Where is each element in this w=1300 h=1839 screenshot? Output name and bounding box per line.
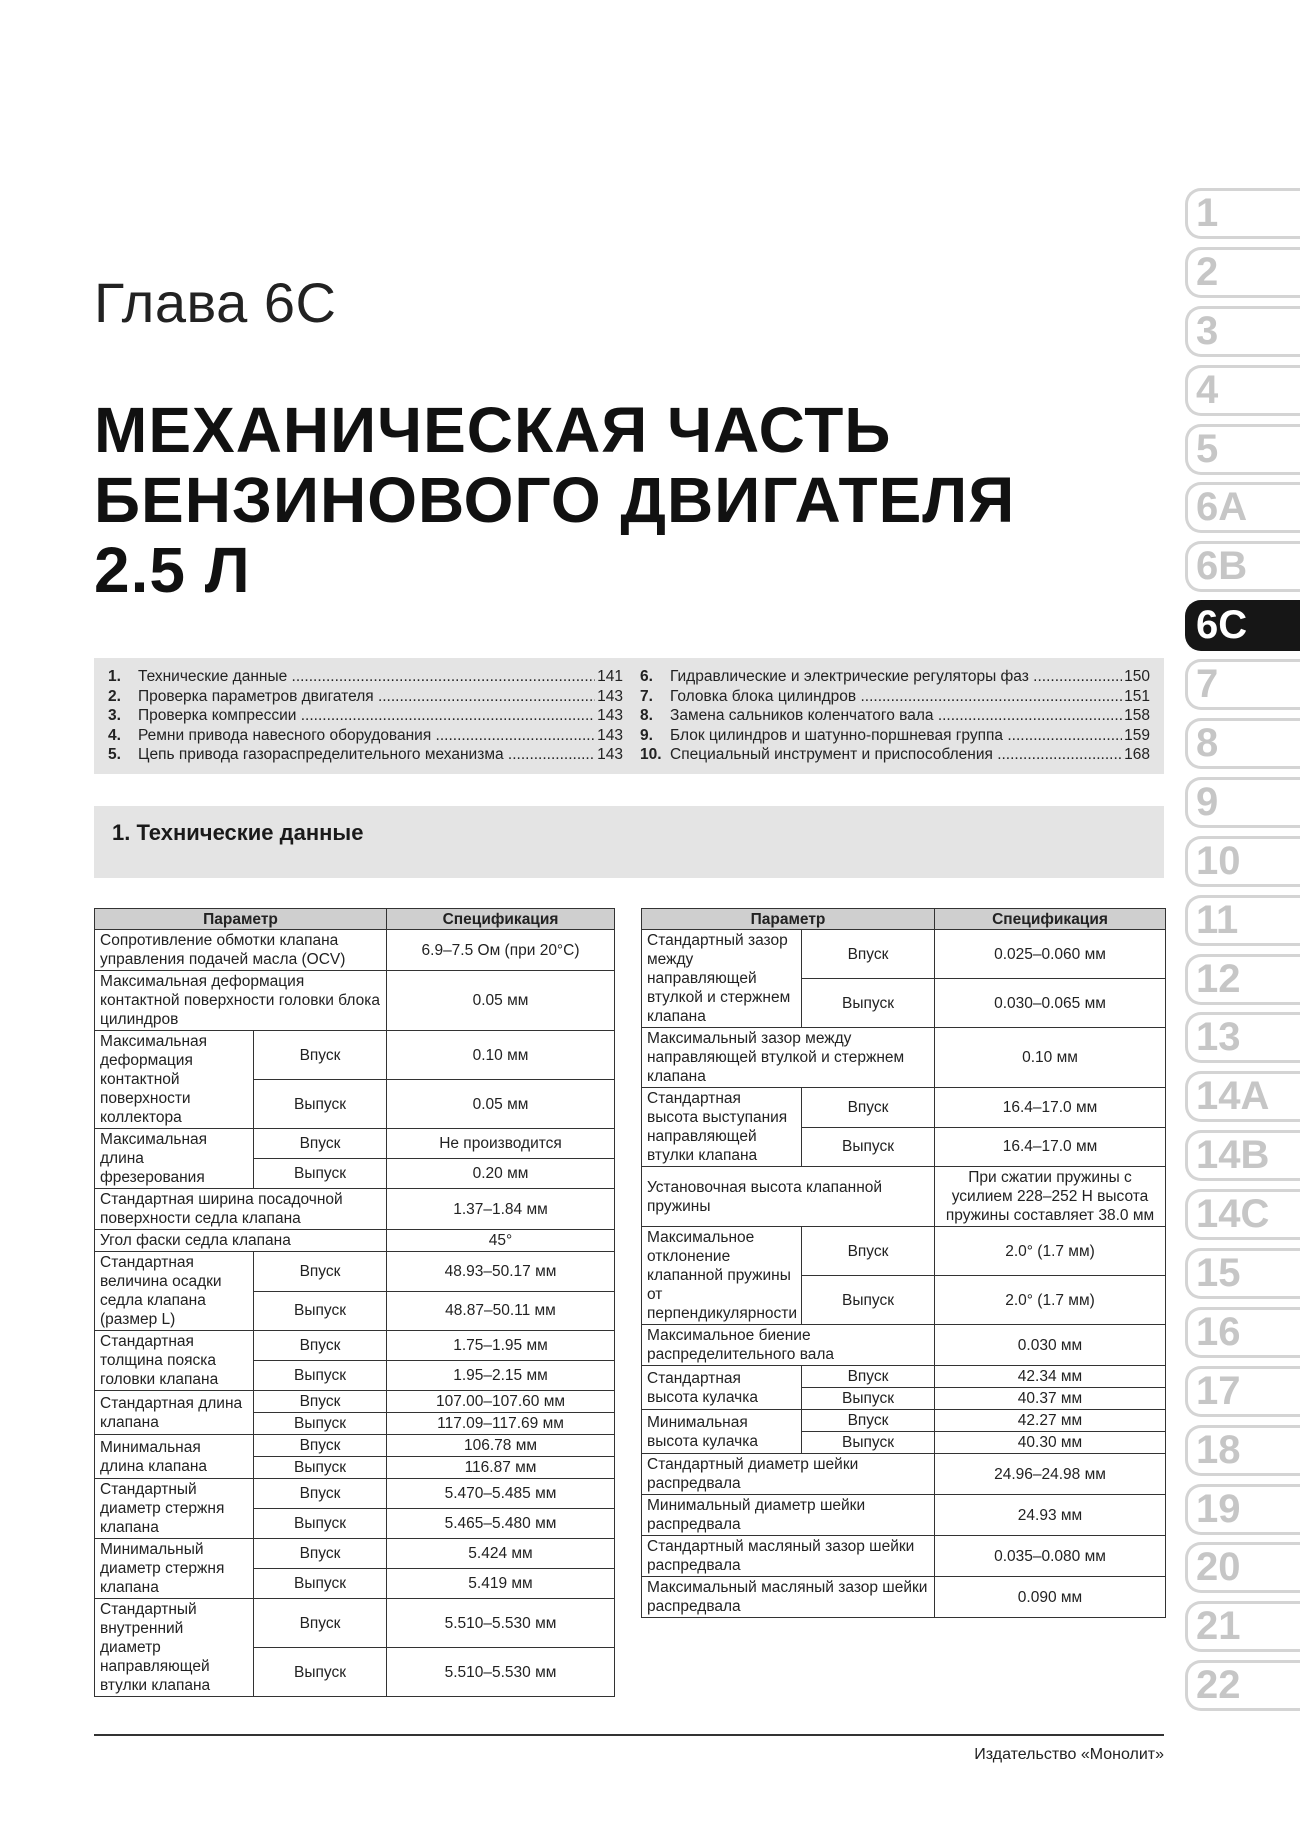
sub-param-cell: Впуск xyxy=(254,1479,387,1509)
toc-item-page: 150 xyxy=(1124,668,1150,685)
toc-item-number: 6. xyxy=(640,668,653,685)
toc-item-number: 9. xyxy=(640,726,653,744)
sub-param-cell: Выпуск xyxy=(254,1509,387,1539)
sub-param-cell: Выпуск xyxy=(802,1276,935,1325)
param-cell: Угол фаски седла клапана xyxy=(95,1230,387,1252)
param-cell: Стандартная величина осадки седла клапана (размер L) xyxy=(95,1252,254,1331)
chapter-tab-19[interactable]: 19 xyxy=(1185,1484,1300,1535)
toc-item-page: 143 xyxy=(597,746,623,763)
sub-param-cell: Выпуск xyxy=(802,1388,935,1410)
toc-item-number: 10. xyxy=(640,746,662,763)
sub-param-cell: Выпуск xyxy=(254,1457,387,1479)
sub-param-cell: Впуск xyxy=(802,1366,935,1388)
value-cell: 6.9–7.5 Ом (при 20°С) xyxy=(387,930,615,971)
toc-item-title: Цепь привода газораспределительного механизма ..... xyxy=(138,746,595,764)
table-row xyxy=(95,1599,615,1648)
value-cell: 5.465–5.480 мм xyxy=(387,1509,615,1539)
page-title xyxy=(94,395,1015,605)
value-cell: 5.419 мм xyxy=(387,1569,615,1599)
table-row xyxy=(642,1577,1166,1618)
toc-item-page: 143 xyxy=(597,687,623,705)
table-row xyxy=(642,1167,1166,1227)
toc-item[interactable] xyxy=(108,746,623,766)
table-row xyxy=(642,1495,1166,1536)
sub-param-cell: Выпуск xyxy=(802,1127,935,1167)
value-cell: 48.87–50.11 мм xyxy=(387,1291,615,1331)
value-cell: 2.0° (1.7 мм) xyxy=(935,1227,1166,1276)
value-cell: 0.20 мм xyxy=(387,1159,615,1189)
param-cell: Установочная высота клапанной пружины xyxy=(642,1167,935,1227)
sub-param-cell: Впуск xyxy=(802,1227,935,1276)
toc-item[interactable] xyxy=(108,688,623,708)
param-cell: Стандартный внутренний диаметр направляющей втулки клапана xyxy=(95,1599,254,1697)
sub-param-cell: Впуск xyxy=(254,1331,387,1361)
publisher-footer: Издательство «Монолит» xyxy=(974,1746,1164,1763)
table-row xyxy=(642,1454,1166,1495)
value-cell: 0.10 мм xyxy=(935,1028,1166,1088)
value-cell: Не производится xyxy=(387,1129,615,1159)
value-cell: 40.30 мм xyxy=(935,1432,1166,1454)
sub-param-cell: Впуск xyxy=(254,1539,387,1569)
sub-param-cell: Впуск xyxy=(802,930,935,979)
chapter-tab-17[interactable]: 17 xyxy=(1185,1366,1300,1417)
table-row xyxy=(95,1331,615,1361)
toc-item-page: 159 xyxy=(1124,726,1150,744)
chapter-tab-16[interactable]: 16 xyxy=(1185,1307,1300,1358)
sub-param-cell: Впуск xyxy=(802,1088,935,1128)
toc-item-title: Проверка компрессии ..... xyxy=(138,707,595,725)
param-cell: Максимальная длина фрезерования xyxy=(95,1129,254,1189)
param-cell: Стандартная длина клапана xyxy=(95,1391,254,1435)
param-cell: Стандартная высота кулачка xyxy=(642,1366,802,1410)
sub-param-cell: Выпуск xyxy=(254,1361,387,1391)
param-cell: Стандартный диаметр шейки распредвала xyxy=(642,1454,935,1495)
toc-item[interactable] xyxy=(640,746,1150,766)
table-row xyxy=(642,1227,1166,1276)
chapter-tab-2[interactable]: 2 xyxy=(1185,247,1300,298)
value-cell: 16.4–17.0 мм xyxy=(935,1127,1166,1167)
chapter-tab-6c[interactable]: 6C xyxy=(1185,600,1300,651)
chapter-tab-8[interactable]: 8 xyxy=(1185,718,1300,769)
toc-item[interactable] xyxy=(108,668,623,688)
param-cell: Стандартная высота выступания направляющей втулки клапана xyxy=(642,1088,802,1167)
chapter-tab-9[interactable]: 9 xyxy=(1185,777,1300,828)
param-cell: Максимальная деформация контактной поверхности коллектора xyxy=(95,1031,254,1129)
value-cell: 0.05 мм xyxy=(387,971,615,1031)
table-row xyxy=(95,1189,615,1230)
toc-item-page: 151 xyxy=(1124,687,1150,705)
chapter-tab-6b[interactable]: 6B xyxy=(1185,541,1300,592)
chapter-tab-22[interactable]: 22 xyxy=(1185,1660,1300,1711)
value-cell: 116.87 мм xyxy=(387,1457,615,1479)
title-line: 2.5 Л xyxy=(94,534,251,606)
chapter-tabs xyxy=(1185,188,1300,1719)
value-cell: 107.00–107.60 мм xyxy=(387,1391,615,1413)
chapter-label: Глава 6С xyxy=(94,271,337,334)
value-cell: 2.0° (1.7 мм) xyxy=(935,1276,1166,1325)
value-cell: 0.030–0.065 мм xyxy=(935,979,1166,1028)
value-cell: 0.030 мм xyxy=(935,1325,1166,1366)
column-header-spec: Спецификация xyxy=(387,909,615,930)
toc-item-page: 141 xyxy=(597,668,623,685)
param-cell: Стандартный зазор между направляющей втулкой и стержнем клапана xyxy=(642,930,802,1028)
sub-param-cell: Впуск xyxy=(802,1410,935,1432)
value-cell: 24.96–24.98 мм xyxy=(935,1454,1166,1495)
param-cell: Максимальный зазор между направляющей втулкой и стержнем клапана xyxy=(642,1028,935,1088)
table-row xyxy=(95,1230,615,1252)
param-cell: Максимальная деформация контактной поверхности головки блока цилиндров xyxy=(95,971,387,1031)
table-row xyxy=(95,1252,615,1292)
param-cell: Максимальный масляный зазор шейки распредвала xyxy=(642,1577,935,1618)
title-line: МЕХАНИЧЕСКАЯ ЧАСТЬ xyxy=(94,394,892,466)
toc-item-number: 7. xyxy=(640,687,653,705)
sub-param-cell: Выпуск xyxy=(254,1648,387,1697)
toc-item[interactable] xyxy=(108,727,623,747)
toc-item-title: Головка блока цилиндров ..... xyxy=(670,688,1122,706)
chapter-tab-7[interactable]: 7 xyxy=(1185,659,1300,710)
toc-column-right xyxy=(640,668,1150,766)
table-row xyxy=(642,1325,1166,1366)
param-cell: Сопротивление обмотки клапана управления подачей масла (OCV) xyxy=(95,930,387,971)
chapter-tab-14b[interactable]: 14B xyxy=(1185,1130,1300,1181)
table-row xyxy=(95,1031,615,1080)
sub-param-cell: Впуск xyxy=(254,1031,387,1080)
param-cell: Минимальная длина клапана xyxy=(95,1435,254,1479)
sub-param-cell: Впуск xyxy=(254,1252,387,1292)
param-cell: Стандартная толщина пояска головки клапана xyxy=(95,1331,254,1391)
table-row xyxy=(642,1088,1166,1128)
param-cell: Минимальный диаметр шейки распредвала xyxy=(642,1495,935,1536)
toc-item-number: 3. xyxy=(108,707,121,724)
toc-item-page: 143 xyxy=(597,707,623,724)
value-cell: 0.05 мм xyxy=(387,1080,615,1129)
chapter-tab-12[interactable]: 12 xyxy=(1185,954,1300,1005)
chapter-tab-20[interactable]: 20 xyxy=(1185,1542,1300,1593)
value-cell: 24.93 мм xyxy=(935,1495,1166,1536)
chapter-tab-15[interactable]: 15 xyxy=(1185,1248,1300,1299)
value-cell: 16.4–17.0 мм xyxy=(935,1088,1166,1128)
value-cell: 40.37 мм xyxy=(935,1388,1166,1410)
toc-item-page: 143 xyxy=(597,726,623,744)
chapter-tab-4[interactable]: 4 xyxy=(1185,365,1300,416)
table-row xyxy=(95,971,615,1031)
param-cell: Минимальный диаметр стержня клапана xyxy=(95,1539,254,1599)
table-row xyxy=(95,1479,615,1509)
toc-item[interactable] xyxy=(108,707,623,727)
chapter-tab-3[interactable]: 3 xyxy=(1185,306,1300,357)
toc-item-title: Технические данные ..... xyxy=(138,668,595,686)
toc-item-page: 168 xyxy=(1124,746,1150,763)
value-cell: 106.78 мм xyxy=(387,1435,615,1457)
toc-item-number: 8. xyxy=(640,707,653,724)
value-cell: 1.75–1.95 мм xyxy=(387,1331,615,1361)
toc-item-number: 5. xyxy=(108,746,121,763)
value-cell: 48.93–50.17 мм xyxy=(387,1252,615,1292)
sub-param-cell: Выпуск xyxy=(254,1413,387,1435)
chapter-tab-13[interactable]: 13 xyxy=(1185,1012,1300,1063)
toc-item-number: 4. xyxy=(108,726,121,744)
toc-column-left xyxy=(108,668,623,766)
toc-item-title: Гидравлические и электрические регуляторы фаз ..... xyxy=(670,668,1122,686)
table-row xyxy=(642,1410,1166,1432)
param-cell: Максимальное биение распределительного вала xyxy=(642,1325,935,1366)
value-cell: 0.025–0.060 мм xyxy=(935,930,1166,979)
table-row xyxy=(642,1536,1166,1577)
param-cell: Стандартная ширина посадочной поверхности седла клапана xyxy=(95,1189,387,1230)
table-row xyxy=(95,1539,615,1569)
param-cell: Стандартный диаметр стержня клапана xyxy=(95,1479,254,1539)
toc-item-title: Специальный инструмент и приспособления ..... xyxy=(670,746,1122,764)
value-cell: При сжатии пружины с усилием 228–252 Н высота пружины составляет 38.0 мм xyxy=(935,1167,1166,1227)
table-row xyxy=(95,1129,615,1159)
value-cell: 5.470–5.485 мм xyxy=(387,1479,615,1509)
value-cell: 5.424 мм xyxy=(387,1539,615,1569)
sub-param-cell: Выпуск xyxy=(254,1080,387,1129)
value-cell: 42.34 мм xyxy=(935,1366,1166,1388)
column-header-spec: Спецификация xyxy=(935,909,1166,930)
toc-item-title: Проверка параметров двигателя ..... xyxy=(138,688,595,706)
table-row xyxy=(642,1028,1166,1088)
toc-item-number: 2. xyxy=(108,687,121,705)
table-row xyxy=(95,1435,615,1457)
table-of-contents xyxy=(94,658,1164,774)
chapter-tab-14c[interactable]: 14C xyxy=(1185,1189,1300,1240)
chapter-tab-5[interactable]: 5 xyxy=(1185,424,1300,475)
chapter-tab-14a[interactable]: 14A xyxy=(1185,1071,1300,1122)
sub-param-cell: Впуск xyxy=(254,1599,387,1648)
chapter-tab-1[interactable]: 1 xyxy=(1185,188,1300,239)
toc-item-page: 158 xyxy=(1124,707,1150,724)
column-header-param: Параметр xyxy=(642,909,935,930)
toc-item-number: 1. xyxy=(108,668,121,685)
value-cell: 0.090 мм xyxy=(935,1577,1166,1618)
sub-param-cell: Впуск xyxy=(254,1391,387,1413)
footer-divider xyxy=(94,1734,1164,1736)
value-cell: 0.035–0.080 мм xyxy=(935,1536,1166,1577)
table-row xyxy=(95,1391,615,1413)
value-cell: 1.95–2.15 мм xyxy=(387,1361,615,1391)
table-row xyxy=(642,1366,1166,1388)
value-cell: 42.27 мм xyxy=(935,1410,1166,1432)
sub-param-cell: Впуск xyxy=(254,1129,387,1159)
value-cell: 5.510–5.530 мм xyxy=(387,1648,615,1697)
toc-item-title: Ремни привода навесного оборудования ..... xyxy=(138,727,595,745)
sub-param-cell: Выпуск xyxy=(802,979,935,1028)
column-header-param: Параметр xyxy=(95,909,387,930)
chapter-tab-18[interactable]: 18 xyxy=(1185,1425,1300,1476)
toc-item[interactable] xyxy=(640,668,1150,688)
toc-item[interactable] xyxy=(640,727,1150,747)
table-row xyxy=(642,930,1166,979)
chapter-tab-11[interactable]: 11 xyxy=(1185,895,1300,946)
chapter-tab-10[interactable]: 10 xyxy=(1185,836,1300,887)
chapter-tab-6a[interactable]: 6A xyxy=(1185,482,1300,533)
sub-param-cell: Выпуск xyxy=(254,1569,387,1599)
toc-item[interactable] xyxy=(640,707,1150,727)
spec-table-left xyxy=(94,908,615,1697)
param-cell: Минимальная высота кулачка xyxy=(642,1410,802,1454)
param-cell: Стандартный масляный зазор шейки распредвала xyxy=(642,1536,935,1577)
value-cell: 117.09–117.69 мм xyxy=(387,1413,615,1435)
section-heading: 1. Технические данные xyxy=(94,806,1164,878)
toc-item[interactable] xyxy=(640,688,1150,708)
sub-param-cell: Выпуск xyxy=(254,1159,387,1189)
value-cell: 0.10 мм xyxy=(387,1031,615,1080)
value-cell: 5.510–5.530 мм xyxy=(387,1599,615,1648)
sub-param-cell: Впуск xyxy=(254,1435,387,1457)
toc-item-title: Блок цилиндров и шатунно-поршневая группа ..... xyxy=(670,727,1122,745)
chapter-tab-21[interactable]: 21 xyxy=(1185,1601,1300,1652)
sub-param-cell: Выпуск xyxy=(802,1432,935,1454)
table-row xyxy=(95,930,615,971)
param-cell: Максимальное отклонение клапанной пружины от перпендикулярности xyxy=(642,1227,802,1325)
spec-table-right xyxy=(641,908,1166,1618)
toc-item-title: Замена сальников коленчатого вала ..... xyxy=(670,707,1122,725)
sub-param-cell: Выпуск xyxy=(254,1291,387,1331)
value-cell: 45° xyxy=(387,1230,615,1252)
title-line: БЕНЗИНОВОГО ДВИГАТЕЛЯ xyxy=(94,464,1016,536)
value-cell: 1.37–1.84 мм xyxy=(387,1189,615,1230)
